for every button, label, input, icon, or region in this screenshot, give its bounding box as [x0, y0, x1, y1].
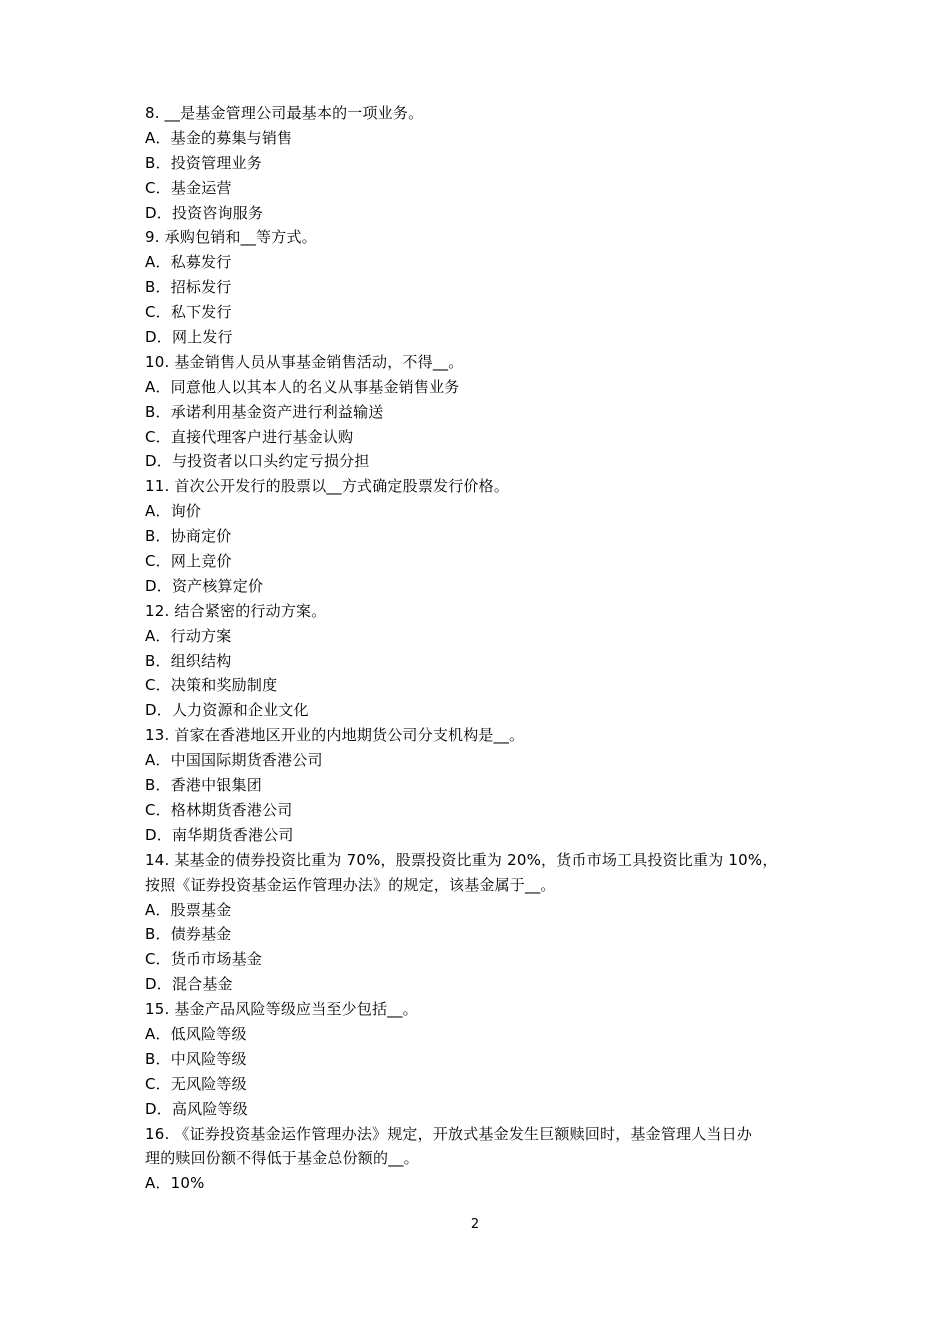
question-9: 9. 承购包销和__等方式。: [145, 228, 317, 247]
question-15-option-c: C．无风险等级: [145, 1074, 247, 1093]
question-14-option-c: C．货币市场基金: [145, 950, 263, 969]
question-9-option-c: C．私下发行: [145, 303, 232, 322]
page-number: 2: [470, 1217, 480, 1232]
question-13-option-d: D．南华期货香港公司: [145, 825, 294, 844]
question-16-line-2: 理的赎回份额不得低于基金总份额的__。: [145, 1149, 419, 1168]
question-14-option-a: A．股票基金: [145, 900, 232, 919]
question-8: 8. __是基金管理公司最基本的一项业务。: [145, 104, 424, 122]
question-15: 15. 基金产品风险等级应当至少包括__。: [145, 1000, 418, 1019]
question-14-line-2: 按照《证券投资基金运作管理办法》的规定，该基金属于__。: [145, 875, 556, 894]
question-14-option-b: B．债券基金: [145, 925, 232, 944]
question-11-option-b: B．协商定价: [145, 527, 232, 546]
question-16-line-1: 16. 《证券投资基金运作管理办法》规定，开放式基金发生巨额赎回时，基金管理人当日办: [145, 1124, 753, 1143]
question-10-option-d: D．与投资者以口头约定亏损分担: [145, 452, 370, 471]
question-9-option-d: D．网上发行: [145, 328, 233, 347]
question-14-option-d: D．混合基金: [145, 975, 233, 994]
question-15-option-d: D．高风险等级: [145, 1099, 248, 1118]
question-8-option-d: D．投资咨询服务: [145, 203, 264, 222]
question-13-option-a: A．中国国际期货香港公司: [145, 751, 323, 770]
question-11-option-c: C．网上竞价: [145, 552, 232, 571]
question-13-option-b: B．香港中银集团: [145, 776, 262, 795]
question-11: 11. 首次公开发行的股票以__方式确定股票发行价格。: [145, 477, 510, 496]
question-10-option-b: B．承诺利用基金资产进行利益输送: [145, 402, 384, 421]
question-list: [145, 101, 825, 1196]
question-11-option-d: D．资产核算定价: [145, 576, 264, 595]
question-14-line-1: 14. 某基金的债券投资比重为 70%，股票投资比重为 20%，货币市场工具投资比重为 10%，: [145, 850, 778, 869]
question-10: 10. 基金销售人员从事基金销售活动，不得__。: [145, 352, 464, 371]
question-12-option-a: A．行动方案: [145, 626, 232, 645]
question-11-option-a: A．询价: [145, 502, 202, 521]
question-9-option-a: A．私募发行: [145, 253, 232, 272]
question-12-option-c: C．决策和奖励制度: [145, 676, 278, 695]
question-8-option-a: A．基金的募集与销售: [145, 128, 293, 147]
question-9-option-b: B．招标发行: [145, 278, 232, 297]
question-15-option-b: B．中风险等级: [145, 1049, 247, 1068]
question-12-option-d: D．人力资源和企业文化: [145, 701, 309, 720]
question-10-option-c: C．直接代理客户进行基金认购: [145, 427, 354, 446]
question-8-option-c: C．基金运营: [145, 178, 232, 197]
question-10-option-a: A．同意他人以其本人的名义从事基金销售业务: [145, 377, 460, 396]
question-15-option-a: A．低风险等级: [145, 1024, 247, 1043]
question-12: 12. 结合紧密的行动方案。: [145, 601, 327, 620]
question-12-option-b: B．组织结构: [145, 651, 232, 670]
question-13-option-c: C．格林期货香港公司: [145, 800, 293, 819]
question-8-option-b: B．投资管理业务: [145, 153, 262, 172]
question-13: 13. 首家在香港地区开业的内地期货公司分支机构是__。: [145, 726, 525, 745]
question-16-option-a: A．10%: [145, 1174, 205, 1193]
